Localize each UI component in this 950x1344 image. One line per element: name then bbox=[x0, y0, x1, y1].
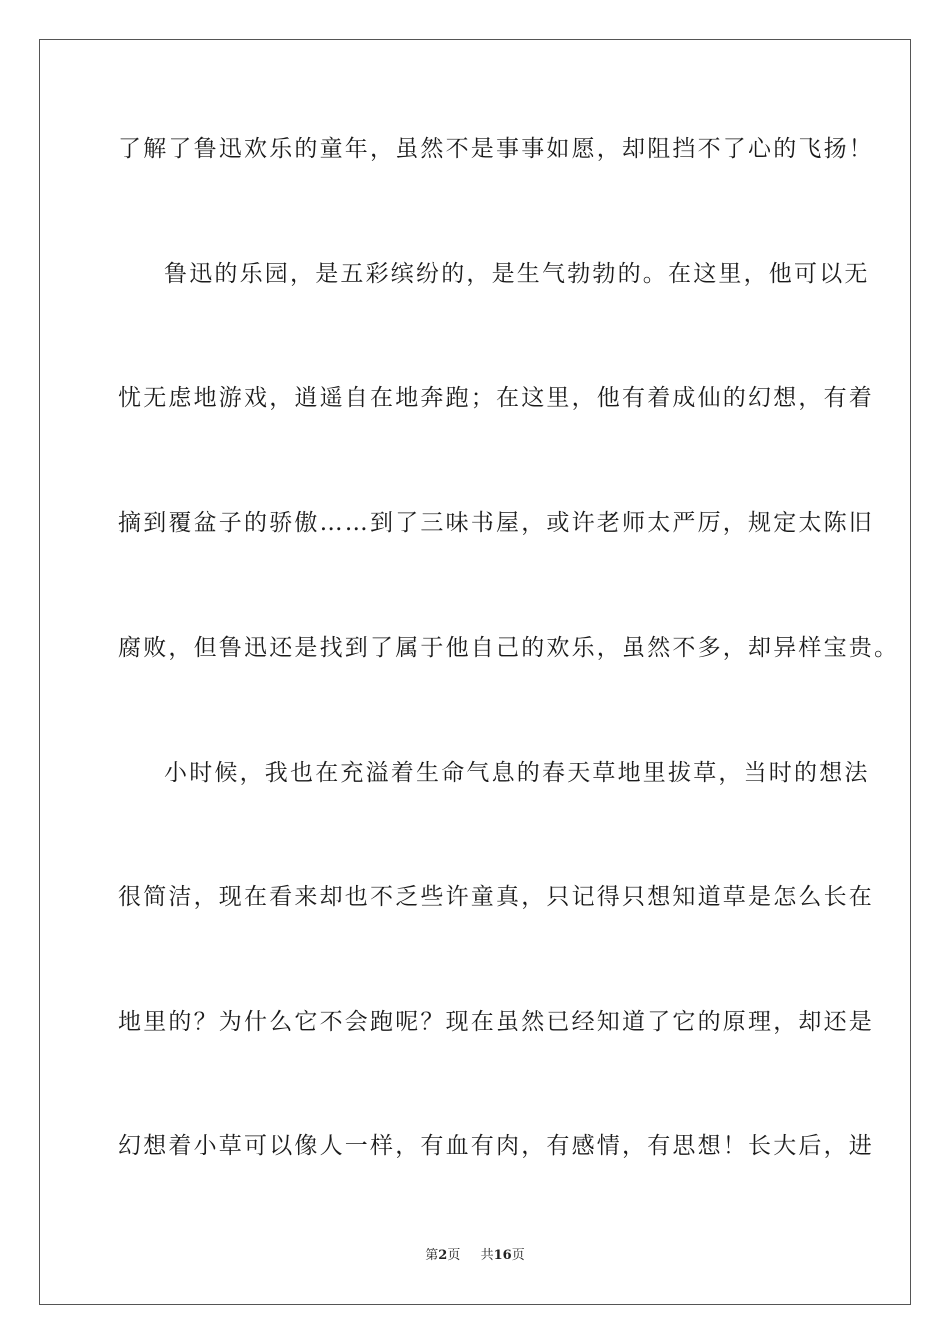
body-text-line-3: 忧无虑地游戏，逍遥自在地奔跑；在这里，他有着成仙的幻想，有着 bbox=[118, 385, 874, 411]
body-text-line-5: 腐败，但鲁迅还是找到了属于他自己的欢乐，虽然不多，却异样宝贵。 bbox=[118, 635, 900, 661]
body-text-line-9: 幻想着小草可以像人一样，有血有肉，有感情，有思想！长大后，进 bbox=[118, 1133, 874, 1159]
body-text-line-7: 很简洁，现在看来却也不乏些许童真，只记得只想知道草是怎么长在 bbox=[118, 884, 874, 910]
total-pages-label bbox=[481, 1248, 525, 1263]
body-text-line-6: 小时候，我也在充溢着生命气息的春天草地里拔草，当时的想法 bbox=[164, 760, 870, 786]
body-text-line-4: 摘到覆盆子的骄傲……到了三味书屋，或许老师太严厉，规定太陈旧 bbox=[118, 510, 874, 536]
body-text-line-1: 了解了鲁迅欢乐的童年，虽然不是事事如愿，却阻挡不了心的飞扬！ bbox=[118, 136, 874, 162]
page-label bbox=[425, 1248, 464, 1263]
page-footer bbox=[0, 1248, 950, 1264]
body-text-line-2: 鲁迅的乐园，是五彩缤纷的，是生气勃勃的。在这里，他可以无 bbox=[164, 261, 870, 287]
total-suffix: 页 bbox=[511, 1248, 525, 1263]
body-text-line-8: 地里的？为什么它不会跑呢？现在虽然已经知道了它的原理，却还是 bbox=[118, 1009, 874, 1035]
page-border bbox=[39, 39, 911, 1305]
page-prefix: 第 bbox=[425, 1248, 439, 1263]
page-number: 2 bbox=[438, 1248, 448, 1263]
total-pages-number: 16 bbox=[493, 1248, 512, 1263]
total-prefix: 共 bbox=[480, 1248, 494, 1263]
page-suffix: 页 bbox=[447, 1248, 461, 1263]
